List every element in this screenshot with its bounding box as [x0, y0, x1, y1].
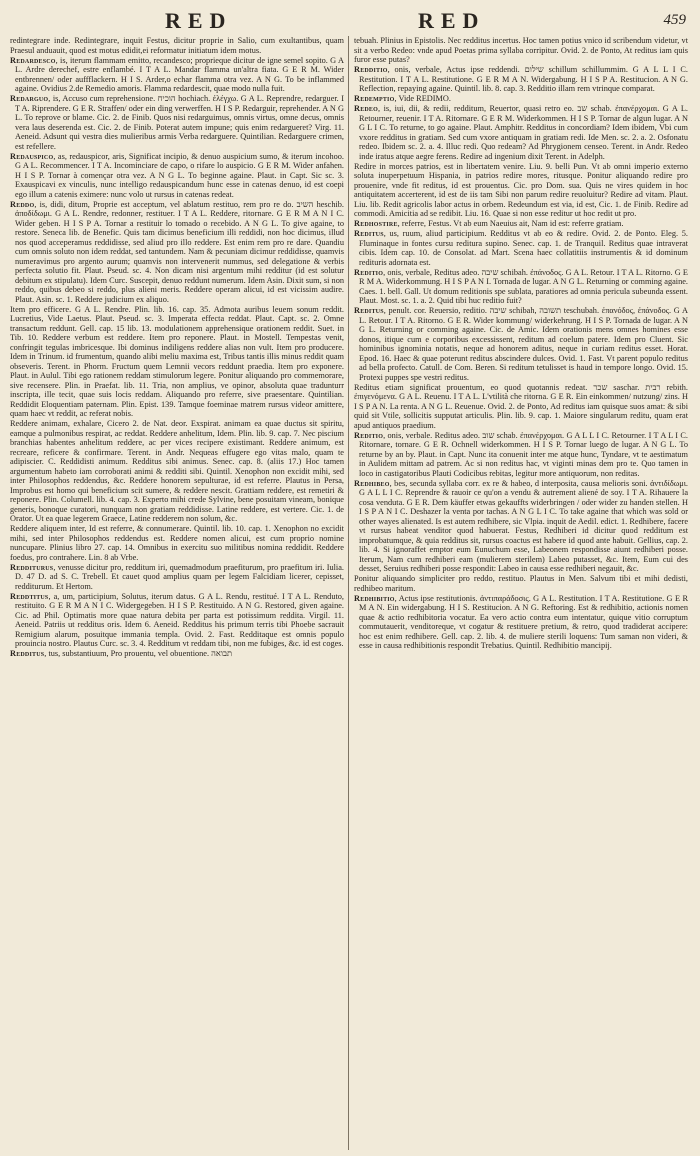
entry-headword: Redditurus: [10, 562, 54, 572]
entry-headword: Reditio: [354, 267, 384, 277]
entry-text: a, um, participium, Solutus, iterum datus. G A L. Rendu, restitué. I T A L. Renduto, restituito. G E R M A N I C. Widergegeben. H I S P. Restituido. A N G. Restored, given againe. Cic. ad Phil. Optimatis more quae natura debita per parta est potissimum reddita. Virgil. 11. Aeneid. Patriis ut redditus oris. Idem 6. Aeneid. Redditus his primum terris tibi Phoebe sacrauit Remigium alarum, posuitque immania templa. Ovid. 2. Fast. Redditaque est omnis populo prouincia nostro. Plautus Curc. sc. 3. 4. Redditum vt reddam tibi, non me fubiges, &c. id est coges.: [15, 591, 344, 648]
dictionary-entry: [354, 574, 688, 593]
entry-text: Item pro efficere. G A L. Rendre. Plin. lib. 16. cap. 35. Admota auribus leuem sonum reddit. Lucretius, Vide Laetus. Plaut. Pseud. sc. 3. Imperata effecta reddat. Plaut. Capt. sc. 2. Omne transactum reddunt. Gell. cap. 15 lib. 13. modulationem apprehensique orationem reddit. Suet. in Tib. 10. Reddere verbum est reddere. Item pro reponere. Plaut. in Mostell. Tempestas venit, confringit tegulas imbricesque. Ibi dominus indiligens reddere alias non vult. Item pro producere. Idem in Trinum. id frumentum, quando alibi meliu maxima est, Tribus tantis illis minus reddit quam obseveris. Terent. in Phorm. Fructum quem Lemnii vecors reddunt praedia. Item pro exponere. Plaut. in Aulul. Tibi ego rationem reddam stimulorum legere. Ponitur aliquando pro commemorare, sive recensere. Plin. in Praefat. lib. 11. Tria, non amplius, ve opinor, absoluta quae tradunturr inscripta, ille tecit, quae suis locis reddam. Aliquando pro referre, sive praesentare. Quintilian. Reddidit Eloquentiam paternam. Plin. Epist. 139. Tamque foeminae matrem rursus videor amittere, quam haec vt reddit, ac referat nobis.: [10, 304, 344, 418]
entry-text: Reddere animam, exhalare, Cicero 2. de Nat. deor. Exspirat. animam ea quae ductus sit spiritu, eamque a pulmonibus respirat, ac reddat. Reddere anhelitum, Idem. Plin. lib. 9. cap. 7. Nec piscium branchias habentes anhelitum reddere, ac per vices recipere existimant. Reddere animum, est recreare, reficere & confirmare. Terent. in Andr. Nequeas effugere ego vitas malo, quam te adipiscier. C. Reddidisti animum. Redditus sibi animus. Senec. cap. 8. (aliis 17.) Hoc tamen argumentum habeto iam corroborati animi & redditi sibi. Quintil. Xenophon non excidit mihi, sed inter Philosophos reddendus, &c. Reddere honorem sepulturae, id est referre. Plautus in Persa, Improbus est homo qui beneficium scit sumere, & reddere nescit. Grattiam reddere, est remetiri & reponere. Plin. Columell. lib. 4. cap. 3. Experto mihi crede Sylvine, bene posuitam vineam, bonique generis, bonoque curatori, nunquam non gratiam reddidisse. Latine reddere, est vertere. Cic. 1. de Orator. Ut ea quae legerem Graece, Latine redderem non solum, &c.: [10, 419, 344, 523]
entry-headword: Reddtitus: [10, 591, 49, 601]
dictionary-entry: Reddtitus, a, um, participium, Solutus, iterum datus. G A L. Rendu, restitué. I T A L. Renduto, restituito. G E R M A N I C. Widergegeben. H I S P. Restituido. A N G. Restored, given againe. Cic. ad Phil. Optimatis more quae natura debita per parta est potissimum reddita. Virgil. 11. Aeneid. Patriis ut redditus oris. Idem 6. Aeneid. Redditus his primum terris tibi Phoebe sacrauit Remigium alarum, posuitque immania templa. Ovid. 2. Fast. Redditaque est omnis populo prouincia nostro. Plautus Curc. sc. 3. 4. Redditum vt reddam tibi, non me fubiges, &c. id est coges.: [10, 591, 344, 648]
entry-text: is, Accuso cum reprehensione. הוכיח hochiach. ἐλέγχω. G A L. Reprendre, redarguer. I T A. Riprendere. G E R. Straffen/ oder ein ding verwerffen. H I S P. Redarguir, reprehender. A N G L. To reprove or blame. Cic. 2. de Finib. Quos nisi redarguimus, omnis virtus, omne decus, omnis vera laus deserenda est. Cic. 2. de Finib. Poterat autem impune; quis enim redargueret? Virg. 11. Aeneid. Adsunt qui vestra dies mulieribus armis Verba redarguere. Quintilian. Redarguere crimen, est refellere.: [15, 94, 344, 151]
entry-text: onis, verbale, Actus ipse reddendi. שילום schillum schillummim. G A L L I C. Restitution. I T A L. Restitutione. G E R M A N. Widergabung. H I S P A. Restitucion. A N G. Reflection, repaying againe. Quintil. lib. 8. cap. 3. Redditio illam rem vtrinque comparat.: [359, 65, 688, 93]
entry-text: is, iterum flammam emitto, recandesco; proprieque dicitur de igne semel sopito. G A L. Ardre derechef, estre enflambé. I T A L. Mandar flamma un'altra fiata. G E R M. Wider entbrennen/ oder auffflackern. H I S. Arder,o echar flamma otra vez. A N G. To be inflammed againe. Ovidius 2.de Remedio amoris. Flamma redardescit, quae modo nulla fuit.: [15, 55, 344, 93]
running-head-right: RED: [418, 8, 486, 33]
entry-headword: Redhostire: [354, 219, 398, 228]
entry-headword: Redardesco: [10, 55, 56, 65]
page-number: 459: [663, 12, 686, 28]
entry-headword: Redeo: [354, 104, 378, 113]
dictionary-entry: Reditus, penult. cor. Reuersio, reditio. שיבה schibah, תשובה teschubah. ἐπανόδος, ἐπάνοδος. G A L. Retour. I T A. Ritorno. G E R. Wider kommung/ widerkehrung. H I S P. Tornada de lugar. A N G L. Returning or comming againe. Cic. de Amic. Idem orationis mens omnes homines esse donos, itique cum e corporibus excessissent, reditum ad coelum patere. Idem pro Cluent. Sic hominibus ignominia notatis, neque ad honorem aditus, neque in curiam reditus esset. Horat. Epod. 16. Haec & quae poterunt reditus abscindere dulces. Ovid. 1. Fast. Vt parent populo reditus ad bella profecto. Catull. de Com. Beren. Si reditum tetulisset is haud in tempore longo. Ovid. 15. Protexi puppes spe vestri reditus.: [354, 306, 688, 382]
dictionary-entry: Redauspico, as, redauspicor, aris, Significat incipio, & denuo auspicium sumo, & iterum incohoo. G A L. Recommencer. I T A. Incominciare de capo, o rifare lo auspicio. G E R M. Wider anfahen. H I S P. Tornar à començar otra vez. A N G L. To beginne againe. Plaut. in Capt. Sic sc. 3. Exauspicavi ex vinculis, nunc intelligo redauspicandum hunc esse in catenas denuo, id est coepi ego illum a catenis eximere: nunc volo ut rursus in catenas redeat.: [10, 151, 344, 199]
running-header: [0, 8, 700, 34]
dictionary-entry: Redeo, is, iui, dii, & redii, redditum, Reuertor, quasi retro eo. שב schab. ἐπανέρχομαι. G A L. Retourner, reuenir. I T A. Ritornare. G E R M. Widerkommen. H I S P. Tornar de algun lugar. A N G L I C. To returne, to go againe. Plaut. Amphitr. Redditus in concordiam? Idem ibidem, Vbi cum vxore redditus in gratiam. Sed cum vxore antiquam in gratiam redi. Ide Men. sc. 2. a. 2. Osfonatu redeo. Ibidem sc. 2. a. 4. Illuc redi. Quo redeam? Ad Phrygionem censeo. Terent. in Andr. Redeo inde iratus atque aegre ferens. Redire ad ingenium dixit Terent. in Adelph.: [354, 104, 688, 161]
dictionary-entry: [10, 36, 344, 55]
dictionary-entry: [10, 305, 344, 419]
dictionary-entry: Redditus, tus, substantiuum, Pro prouentu, vel obuentione. תבואה: [10, 649, 233, 658]
dictionary-entry: Reddo, is, didi, ditum, Proprie est acceptum, vel ablatum restituo, rem pro re do. השיב heschib. ἀποδίδωμι. G A L. Rendre, redonner, restituer. I T A L. Reddere, ritornare. G E R M A N I C. Wider geben. H I S P A. Tornar a restituir lo tomado o recebido. A N G L. To give againe, to restore. Seneca lib. de Benefic. Quis tam dicimus beneficium illi reddidi, non hoc dicimus, illud nos quod acceperamus reddidisse, sed aliud pro illo reddere. Est enim rem pro re dare. Quandiu cum omnis soluto non idem reddat, sed tantundem. Nam & pecuniam dicimur reddidisse, quamvis numeravimus pro argento aurum; quamvis non intervenerit nummus, sed delegatione & verbis perfecta solutio fit. Plaut. Pseud. sc. 4. Non dicam nisi argentum mihi redditur (id est solutur debitum ex stipulatu). Idem Curc. Suscepit, denuo reddunt numerum. Idem Asin. Dixit sum, si non reddo, quibus debeo si reddo, plus alieni meris. Reddere operam alicui, id est vicissim audire. Plaut. Asin. sc. 1. Reddere judicium ex aliquo.: [10, 199, 344, 304]
entry-text: onis, verbale. Reditus adeo. שוב schab. ἐπανέρχομαι. G A L L I C. Retourner. I T A L I C. Ritornare, tornare. G E R. Ochnell widerkommen. H I S P. Tornar luego de lugar. A N G L. To returne by an by. Plaut. in Capt. Nunc ita conuenit inter me atque hunc, Tyndare, vt te aestimatum in Aulidem mittam ad patrem. Ac si non reditus hac, vt viginti minas dem pro te. Quo tamen in loco in castigatoribus Plauti Codicibus rebitas, legitur more antiquorum, non reditas.: [359, 430, 688, 478]
entry-headword: Redditio: [354, 65, 388, 74]
dictionary-entry: Reditus, us, ruum, aliud participium. Redditus vt ab eo & redire. Ovid. 2. de Ponto. Eleg. 5. Fluminaque in fontes cursu reditura supino. Senec. cap. 1. de Tranquil. Reditus quae intraverat cibis. Idem cap. 10. de Consolat. ad Mart. Scena haec collatitiis instrumentis & id dominum redituris adornata est.: [354, 229, 688, 267]
entry-headword: Reddo: [10, 199, 35, 209]
entry-text: penult. cor. Reuersio, reditio. שיבה schibah, תשובה teschubah. ἐπανόδος, ἐπάνοδος. G A L. Retour. I T A. Ritorno. G E R. Wider kommung/ widerkehrung. H I S P. Tornada de lugar. A N G L. Returning or comming againe. Cic. de Amic. Idem orationis mens omnes homines esse donos, itique cum e corporibus excessissent, reditum ad coelum patere. Idem pro Cluent. Sic hominibus ignominia notatis, neque ad honorem aditus, neque in curiam reditus esset. Horat. Epod. 16. Haec & quae poterunt reditus abscindere dulces. Ovid. 1. Fast. Vt parent populo reditus ad bella profecto. Catull. de Com. Beren. Si reditum tetulisset is haud in tempore longo. Ovid. 15. Protexi puppes spe vestri reditus.: [359, 306, 688, 382]
entry-text: is, didi, ditum, Proprie est acceptum, vel ablatum restituo, rem pro re do. השיב heschib. ἀποδίδωμι. G A L. Rendre, redonner, restituer. I T A L. Reddere, ritornare. G E R M A N I C. Wider geben. H I S P A. Tornar a restituir lo tomado o recebido. A N G L. To give againe, to restore. Seneca lib. de Benefic. Quis tam dicimus beneficium illi reddidi, non hoc dicimus, illud nos quod acceperamus reddidisse, sed aliud pro illo reddere. Est enim rem pro re dare. Quandiu cum omnis soluto non idem reddat, sed tantundem. Nam & pecuniam dicimur reddidisse, quamvis numeravimus pro argento aurum; quamvis non intervenerit nummus, sed delegatione & verbis perfecta solutio fit. Plaut. Pseud. sc. 4. Non dicam nisi argentum mihi redditur (id est solutur debitum ex stipulatu). Idem Curc. Suscepit, denuo reddunt numerum. Idem Asin. Dixit sum, si non reddo, quibus debeo si reddo, plus alieni meris. Reddere operam alicui, id est vicissim audire. Plaut. Asin. sc. 1. Reddere judicium ex aliquo.: [15, 199, 344, 304]
right-column: [354, 36, 688, 1150]
entry-text: redintegrare inde. Redintegrare, inquit Festus, dicitur proprie in Salio, cum exultantibus, quam Praesul anduauit, quod est motus edidit,ei reformatur initiatum idem motus.: [10, 36, 344, 55]
dictionary-entry: Redditurus, venusse dicitur pro, redditum iri, quemadmodum praefiturum, pro praefitum iri. Iulia. D. 47 D. ad S. C. Trebell. Et cauet quod amplius quam per legem Falcidiam licerer, cepisset, redditurum. Et Hertom.: [10, 562, 344, 591]
entry-text: as, redauspicor, aris, Significat incipio, & denuo auspicium sumo, & iterum incohoo. G A L. Recommencer. I T A. Incominciare de capo, o rifare lo auspicio. G E R M. Wider anfahen. H I S P. Tornar à començar otra vez. A N G L. To beginne againe. Plaut. in Capt. Sic sc. 3. Exauspicavi ex vinculis, nunc intelligo redauspicandum hunc esse in catenas denuo, id est coepi ego illum a catenis eximere: nunc volo ut rursus in catenas redeat.: [15, 151, 344, 199]
entry-text: referre, Festus. Vt ab eum Naeuius ait, Nam id est: referre gratiam.: [401, 219, 624, 228]
column-divider: [348, 36, 349, 1150]
entry-headword: Redhibitio: [354, 593, 395, 603]
dictionary-entry: Redardesco, is, iterum flammam emitto, recandesco; proprieque dicitur de igne semel sopito. G A L. Ardre derechef, estre enflambé. I T A L. Mandar flamma un'altra fiata. G E R M. Wider entbrennen/ oder auffflackern. H I S. Arder,o echar flamma otra vez. A N G. To be inflammed againe. Ovidius 2.de Remedio amoris. Flamma redardescit, quae modo nulla fuit.: [10, 55, 344, 93]
entry-headword: Reditio: [354, 430, 384, 440]
dictionary-entry: Reditio, onis, verbale. Reditus adeo. שוב schab. ἐπανέρχομαι. G A L L I C. Retourner. I T A L I C. Ritornare, tornare. G E R. Ochnell widerkommen. H I S P. Tornar luego de lugar. A N G L. To returne by an by. Plaut. in Capt. Nunc ita conuenit inter me atque hunc, Tyndare, vt te aestimatum in Aulidem mittam ad patrem. Ac si non reditus hac, vt viginti minas dem pro te. Quo tamen in loco in castigatoribus Plauti Codicibus rebitas, legitur more antiquorum, non reditas.: [354, 430, 688, 478]
dictionary-entry: [354, 162, 688, 219]
dictionary-entry: Redhibeo, bes, secunda syllaba corr. ex re & habeo, d interposita, causa melioris soni. ἀντιδίδωμι. G A L L I C. Reprendre & rauoir ce qu'on a vendu & autrement aliené de soy. I T A. Rihauere la cosa venduta. G E R. Dem käuffer etwas gekauffts widerbringen / oder wider zu handen stellen. H I S P A N I C. Deshazer la venta por tachas. A N G L I C. To take againe that which was sold or other wayes alienated. Is est autem redhibere, sic Vlpia. inquit de Aedil. edict. 1. Redhibere, facere vt rursus habeat venditor quod habuerat. Festus, Redhiberi id dicitur quod redditum est improbatumque, & quia redditus sit, rursus coactus est habere id quod ante habuit. Gellius, cap. 2. lib. 4. Si ignoraffet emptor eum Eunuchum esse, Labeonem respondisse aiunt redhiberi posse. Iterum, Nam cum redhiberi eam (mulierem sterilem) Labeo putasset, &c. Item, Eum cui des desset, Seruius redhiberi posse respondit: Labeo in causa esse redhiberi negauit, &c.: [354, 478, 688, 573]
entry-text: venusse dicitur pro, redditum iri, quemadmodum praefiturum, pro praefitum iri. Iulia. D. 47 D. ad S. C. Trebell. Et cauet quod amplius quam per legem Falcidiam licerer, cepisset, redditurum. Et Hertom.: [15, 562, 344, 591]
entry-headword: Redarguo: [10, 94, 49, 103]
entry-text: tus, substantiuum, Pro prouentu, vel obuentione. תבואה: [48, 649, 233, 658]
dictionary-entry: [354, 36, 688, 65]
dictionary-entry: Redditio, onis, verbale, Actus ipse reddendi. שילום schillum schillummim. G A L L I C. Restitution. I T A L. Restitutione. G E R M A N. Widergabung. H I S P A. Restitucion. A N G. Reflection, repaying againe. Quintil. lib. 8. cap. 3. Redditio illam rem vtrinque comparat.: [354, 65, 688, 93]
dictionary-entry: [354, 383, 688, 431]
entry-headword: Redditus: [10, 649, 45, 658]
entry-text: bes, secunda syllaba corr. ex re & habeo, d interposita, causa melioris soni. ἀντιδίδωμι. G A L L I C. Reprendre & rauoir ce qu'on a vendu & autrement aliené de soy. I T A. Rihauere la cosa venduta. G E R. Dem käuffer etwas gekauffts widerbringen / oder wider zu handen stellen. H I S P A N I C. Deshazer la venta por tachas. A N G L I C. To take againe that which was sold or other wayes alienated. Is est autem redhibere, sic Vlpia. inquit de Aedil. edict. 1. Redhibere, facere vt rursus habeat venditor quod habuerat. Festus, Redhiberi id dicitur quod redditum est improbatumque, & quia redditus sit, rursus coactus est habere id quod ante habuit. Gellius, cap. 2. lib. 4. Si ignoraffet emptor eum Eunuchum esse, Labeonem respondisse aiunt redhiberi posse. Iterum, Nam cum redhiberi eam (mulierem sterilem) Labeo putasset, &c. Item, Eum cui des desset, Seruius redhiberi posse respondit: Labeo in causa esse redhiberi negauit, &c.: [359, 478, 688, 573]
entry-text: onis, verbale, Reditus adeo. שיבה schibah. ἐπάνοδος. G A L. Retour. I T A L. Ritorno. G E R M A. Widerkommung. H I S P A N I. Tornada de lugar. A N G L. Returning or comming againe. Caes. 1. bell. Gall. Ut domum reditionis spe sublata, paratiores ad omnia pericula subeunda essent. Plaut. Most. sc. 1. a. 2. Quid tibi huc reditio fuit?: [359, 267, 688, 305]
entry-headword: Reditus: [354, 229, 384, 238]
entry-headword: Redauspico: [10, 151, 54, 161]
entry-text: us, ruum, aliud participium. Redditus vt ab eo & redire. Ovid. 2. de Ponto. Eleg. 5. Fluminaque in fontes cursu reditura supino. Senec. cap. 1. de Tranquil. Reditus quae intraverat cibis. Idem cap. 10. de Consolat. ad Mart. Scena haec collatitiis instrumentis & id dominum redituris adornata est.: [359, 229, 688, 267]
dictionary-entry: [10, 419, 344, 524]
dictionary-entry: Reditio, onis, verbale, Reditus adeo. שיבה schibah. ἐπάνοδος. G A L. Retour. I T A L. Ritorno. G E R M A. Widerkommung. H I S P A N I. Tornada de lugar. A N G L. Returning or comming againe. Caes. 1. bell. Gall. Ut domum reditionis spe sublata, paratiores ad omnia pericula subeunda essent. Plaut. Most. sc. 1. a. 2. Quid tibi huc reditio fuit?: [354, 267, 688, 305]
entry-text: Reditus etiam significat prouentum, eo quod quotannis redeat. שכר saschar. רבית rebith. ἐπιγενόμενα. G A L. Reuenu. I T A L. L'vtilità che ritorna. G E R. Ein einkommen/ nutzung/ zins. H I S P A N. La renta. A N G L. Reuenue. Ovid. 2. de Ponto, Ad reditus iam quisque suos amat: & sibi quid sit Vtile, sollicitis supputat articulis. Plin. lib. 9. cap. 1. Maiore singularum reditu, quam erat apud antiquos praedium.: [354, 382, 688, 430]
entry-headword: Redhibeo: [354, 478, 390, 488]
entry-text: Vide REDIMO.: [398, 94, 451, 103]
entry-headword: Reditus: [354, 306, 384, 315]
entry-text: Actus ipse restitutionis. ἀντιπαράδοσις. G A L. Restitution. I T A. Restitutione. G E R M A N. Ein widergabung. H I S. Restitucion. A N G. Reftoring. Est & redhibitio, actionis nomen quae & actio redhibitoria vocatur. Ea vero actio contra eum intentatur, quique vitio corruptum commutauerit, venditoreque, vt cogatur & restituere pretium, & retro, quod tradiderat accipere: hoc est enim redhibere. Gell. cap. 2. lib. 4. de muliere sterili loquens: Tum saman non videri, & esse in causa redhibitionis respondit Trebatius. Quintil. Redhibitio mancipij.: [359, 593, 688, 650]
entry-text: Reddere aliquem inter, Id est referre, & connumerare. Quintil. lib. 10. cap. 1. Xenophon no excidit mihi, sed inter Philosophos reddendus est. Reddere nomen alicui, est cum proprio nomine nuncupare. Plinius libro 27. cap. 14. Omnibus in exercitu suo militibus nomina reddidit. Reddere foedus, pro contrahere. Lin. 8 ab Vrbe.: [10, 524, 344, 562]
dictionary-entry: Redemptio, Vide REDIMO.: [354, 94, 451, 103]
running-head-left: RED: [165, 8, 233, 33]
entry-text: tebuah. Plinius in Epistolis. Nec redditus incertus. Hoc tamen potius vnico id scribendum videtur, vt sit a verbo Redeo: vnde apud Poetas prima syllaba corripitur. Ovid. 2. de Ponto, At reditus iam quis furor esse putas?: [354, 36, 688, 64]
left-column: [10, 36, 344, 1150]
dictionary-entry: Redhibitio, Actus ipse restitutionis. ἀντιπαράδοσις. G A L. Restitution. I T A. Restitutione. G E R M A N. Ein widergabung. H I S. Restitucion. A N G. Reftoring. Est & redhibitio, actionis nomen quae & actio redhibitoria vocatur. Ea vero actio contra eum intentatur, quique vitio corruptum commutauerit, venditoreque, vt cogatur & restituere pretium, & retro, quod tradiderat accipere: hoc est enim redhibere. Gell. cap. 2. lib. 4. de muliere sterili loquens: Tum saman non videri, & esse in causa redhibitionis respondit Trebatius. Quintil. Redhibitio mancipij.: [354, 593, 688, 650]
entry-text: Redire in morces patrios, est in libertatem venire. Liu. 9. belli Pun. Vt ab omni imperio externo soluta inuperpetuum Hispania, in patrios redire mores, ritusque. Ponitur aliquando redire pro prouenire, vnde fit reditus, id est prouentus. Cic. pro Dom. sua. Quis ne vires quidem in hoc antiquitatem accerterent, id est de iis tam Sibi non parum redire reuoluitur? Redire ad vitam. Plaut. Liu. lib. Redit agricolis labor actus in orbem. Redeundum est via, id est, Cic. 1. de Finib. Redire ad commodi. Amicitia ad se redibit. Liu. 16. Quae si non esse reditur ut hoc redit ut pro.: [354, 161, 688, 218]
entry-text: Ponitur aliquando simpliciter pro reddo, restituo. Plautus in Men. Salvum tibi et mihi dedisti, redhibeo maritum.: [354, 574, 688, 593]
dictionary-entry: [10, 524, 344, 562]
entry-text: is, iui, dii, & redii, redditum, Reuertor, quasi retro eo. שב schab. ἐπανέρχομαι. G A L. Retourner, reuenir. I T A. Ritornare. G E R M. Widerkommen. H I S P. Tornar de algun lugar. A N G L I C. To returne, to go againe. Plaut. Amphitr. Redditus in concordiam? Idem ibidem, Vbi cum vxore redditus in gratiam. Sed cum vxore antiquam in gratiam redi. Ide Men. sc. 2. a. 2. Osfonatu redeo. Ibidem sc. 2. a. 4. Illuc redi. Quo redeam? Ad Phrygionem censeo. Terent. in Andr. Redeo inde iratus atque aegre ferens. Redire ad ingenium dixit Terent. in Adelph.: [359, 104, 688, 161]
dictionary-entry: Redarguo, is, Accuso cum reprehensione. הוכיח hochiach. ἐλέγχω. G A L. Reprendre, redarguer. I T A. Riprendere. G E R. Straffen/ oder ein ding verwerffen. H I S P. Redarguir, reprehender. A N G L. To reprove or blame. Cic. 2. de Finib. Quos nisi redarguimus, omnis virtus, omne decus, omnis vera laus deserenda est. Cic. 2. de Finib. Poterat autem impune; quis enim redargueret? Virg. 11. Aeneid. Adsunt qui vestra dies mulieribus armis Verba redarguere. Quintilian. Redarguere crimen, est refellere.: [10, 94, 344, 151]
entry-headword: Redemptio: [354, 94, 395, 103]
dictionary-entry: Redhostire, referre, Festus. Vt ab eum Naeuius ait, Nam id est: referre gratiam.: [354, 219, 624, 228]
